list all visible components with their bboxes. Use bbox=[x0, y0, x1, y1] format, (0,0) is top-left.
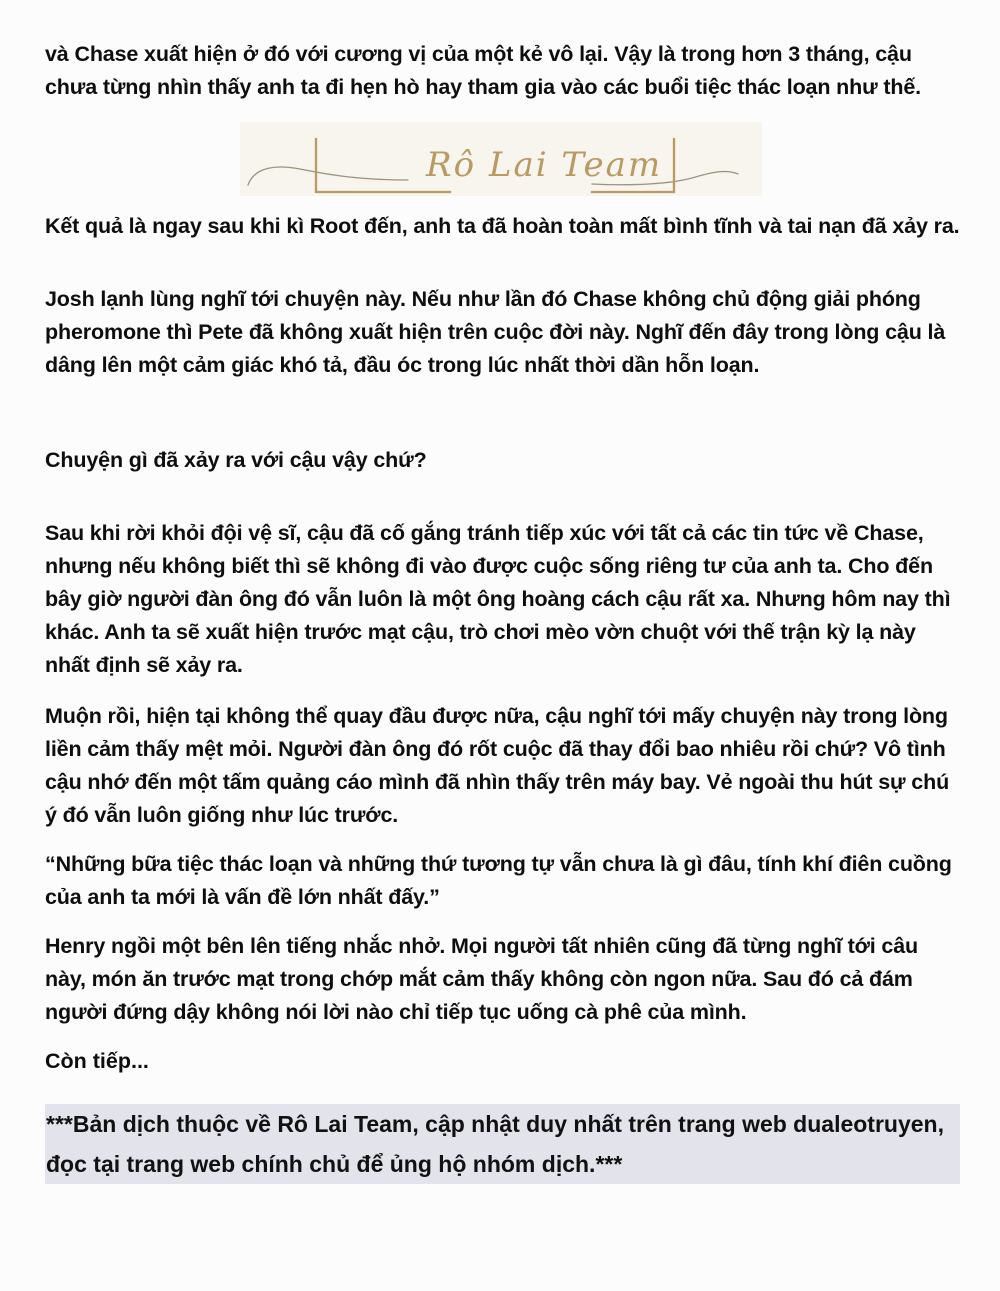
rolai-team-watermark bbox=[240, 122, 762, 196]
left-swash-icon bbox=[248, 167, 408, 185]
paragraph-5: Sau khi rời khỏi đội vệ sĩ, cậu đã cố gắng tránh tiếp xúc với tất cả các tin tức về Chase, nhưng nếu không biết thì sẽ không đi vào được cuộc sống riêng tư của anh ta. Cho đến bây giờ người đàn ông đó vẫn luôn là một ông hoàng cách cậu rất xa. Nhưng hôm nay thì khác. Anh ta sẽ xuất hiện trước mạt cậu, trò chơi mèo vờn chuột với thế trận kỳ lạ này nhất định sẽ xảy ra. bbox=[45, 521, 951, 677]
paragraph-1: và Chase xuất hiện ở đó với cương vị của một kẻ vô lại. Vậy là trong hơn 3 tháng, cậu chưa từng nhìn thấy anh ta đi hẹn hò hay tham gia vào các buổi tiệc thác loạn như thế. bbox=[45, 42, 922, 99]
watermark-text: Rô Lai Team bbox=[426, 145, 663, 185]
paragraph-spacer-2 bbox=[45, 495, 960, 517]
credit-line-1: ***Bản dịch thuộc về Rô Lai Team, cập nhật duy nhất trên trang web dualeotruyen, bbox=[45, 1104, 960, 1144]
paragraph-2: Kết quả là ngay sau khi kì Root đến, anh ta đã hoàn toàn mất bình tĩnh và tai nạn đã xảy ra. bbox=[45, 214, 960, 238]
watermark-art bbox=[240, 122, 762, 196]
translation-credit bbox=[45, 1104, 960, 1184]
section-spacer bbox=[45, 400, 960, 444]
paragraph-spacer bbox=[45, 261, 960, 283]
credit-line-2: đọc tại trang web chính chủ để ủng hộ nhóm dịch.*** bbox=[45, 1144, 960, 1184]
paragraph-8: Henry ngồi một bên lên tiếng nhắc nhở. Mọi người tất nhiên cũng đã từng nghĩ tới câu này, món ăn trước mạt trong chớp mắt cảm thấy không còn ngon nữa. Sau đó cả đám người đứng dậy không nói lời nào chỉ tiếp tục uống cà phê của mình. bbox=[45, 934, 919, 1024]
paragraph-4-question: Chuyện gì đã xảy ra với cậu vậy chứ? bbox=[45, 448, 427, 472]
to-be-continued: Còn tiếp... bbox=[45, 1049, 149, 1073]
paragraph-6: Muộn rồi, hiện tại không thể quay đầu được nữa, cậu nghĩ tới mấy chuyện này trong lòng liền cảm thấy mệt mỏi. Người đàn ông đó rốt cuộc đã thay đổi bao nhiêu rồi chứ? Vô tình cậu nhớ đến một tấm quảng cáo mình đã nhìn thấy trên máy bay. Vẻ ngoài thu hút sự chú ý đó vẫn luôn giống như lúc trước. bbox=[45, 704, 950, 827]
paragraph-7-quote: “Những bữa tiệc thác loạn và những thứ tương tự vẫn chưa là gì đâu, tính khí điên cuồng của anh ta mới là vấn đề lớn nhất đấy.” bbox=[45, 852, 952, 909]
paragraph-3: Josh lạnh lùng nghĩ tới chuyện này. Nếu như lần đó Chase không chủ động giải phóng pheromone thì Pete đã không xuất hiện trên cuộc đời này. Nghĩ đến đây trong lòng cậu là dâng lên một cảm giác khó tả, đầu óc trong lúc nhất thời dần hỗn loạn. bbox=[45, 287, 946, 377]
document-body bbox=[45, 38, 960, 1184]
